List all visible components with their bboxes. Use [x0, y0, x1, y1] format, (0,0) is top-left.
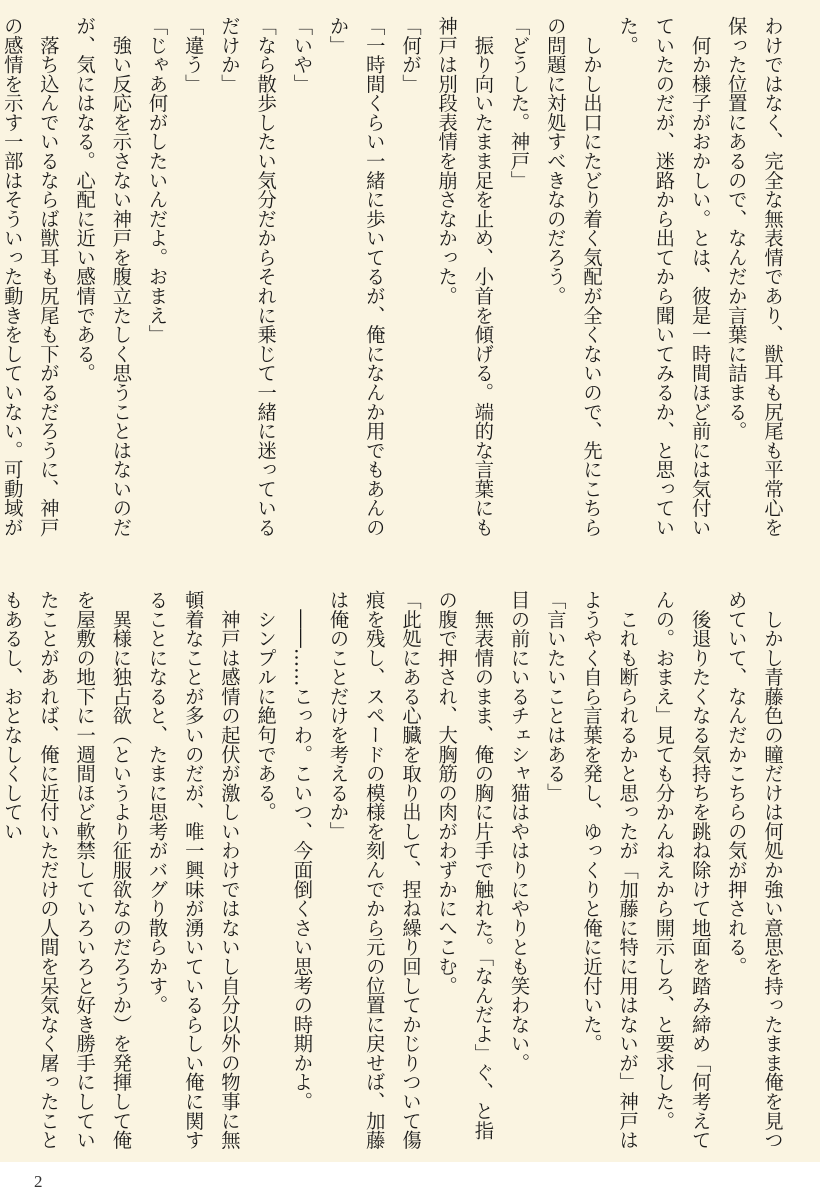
paragraph: 「此処にある心臓を取り出して、捏ね繰り回してかじりついて傷痕を残し、スペードの模様を刻んでから元の位置に戻せば、加藤は俺のことだけを考えるか」 [326, 590, 422, 1150]
paragraph: ――……こっわ。こいつ、今面倒くさい思考の時期かよ。 [290, 590, 314, 1111]
paragraph: 「じゃあ何がしたいんだよ。おまえ」 [145, 16, 169, 344]
paragraph: シンプルに絶句である。 [254, 590, 278, 822]
paragraph: 「どうした。神戸」 [507, 16, 531, 190]
paragraph: しかし出口にたどり着く気配が全くないので、先にこちらの問題に対処すべきなのだろう。 [543, 16, 603, 537]
paragraph: わけではなく、完全な無表情であり、獣耳も尻尾も平常心を保った位置にあるので、なんだか言葉に詰まる。 [724, 16, 784, 537]
paragraph: 「一時間くらい一緒に歩いてるが、俺になんか用でもあんのか」 [326, 16, 386, 537]
text-block-upper [0, 16, 790, 556]
paragraph: 「違う」 [181, 16, 205, 94]
paragraph: 神戸は感情の起伏が激しいわけではないし自分以外の物事に無頓着なことが多いのだが、唯一興味が湧いているらしい俺に関することになると、たまに思考がバグり散らかす。 [145, 590, 241, 1150]
paragraph: 「なら散歩したい気分だからそれに乗じて一緒に迷っているだけか」 [217, 16, 278, 537]
page-number: 2 [34, 1172, 43, 1191]
paragraph: 振り向いたまま足を止め、小首を傾げる。端的な言葉にも神戸は別段表情を崩さなかった。 [435, 16, 495, 537]
paragraph: 後退りたくなる気持ちを跳ね除けて地面を踏み締め「何考えてんの。おまえ」見ても分かんねえから開示しろ、と要求した。 [652, 590, 712, 1150]
paragraph: これも断られるかと思ったが「加藤に特に用はないが」神戸はようやく自ら言葉を発し、ゆっくりと俺に近付いた。 [579, 590, 640, 1150]
paragraph: 「言いたいことはある」 [543, 590, 567, 803]
paragraph: 「いや」 [290, 16, 314, 94]
paragraph: 「何が」 [398, 16, 422, 94]
paragraph: 何か様子がおかしい。とは、彼是一時間ほど前には気付いていたのだが、迷路から出てから聞いてみるか、と思っていた。 [616, 16, 712, 537]
paragraph: しかし青藤色の瞳だけは何処か強い意思を持ったまま俺を見つめていて、なんだかこちらの気が押される。 [724, 590, 784, 1150]
paragraph: 落ち込んでいるならば獣耳も尻尾も下がるだろうに、神戸の感情を示す一部はそういった動きをしていない。可動域が [0, 16, 60, 537]
text-block-lower [0, 590, 790, 1150]
paragraph: 強い反応を示さない神戸を腹立たしく思うことはないのだが、気にはなる。心配に近い感情である。 [73, 16, 133, 537]
paragraph: 異様に独占欲（というより征服欲なのだろうか）を発揮して俺を屋敷の地下に一週間ほど軟禁していろいろと好き勝手にしていたことがあれば、俺に近付いただけの人間を呆気なく屠ったこともあるし、おとなしくしてい [0, 590, 133, 1150]
paragraph: 目の前にいるチェシャ猫はやはりにやりとも笑わない。 [507, 590, 531, 1073]
paragraph: 無表情のまま、俺の胸に片手で触れた。「なんだよ」ぐ、と指の腹で押され、大胸筋の肉がわずかにへこむ。 [435, 590, 495, 1140]
